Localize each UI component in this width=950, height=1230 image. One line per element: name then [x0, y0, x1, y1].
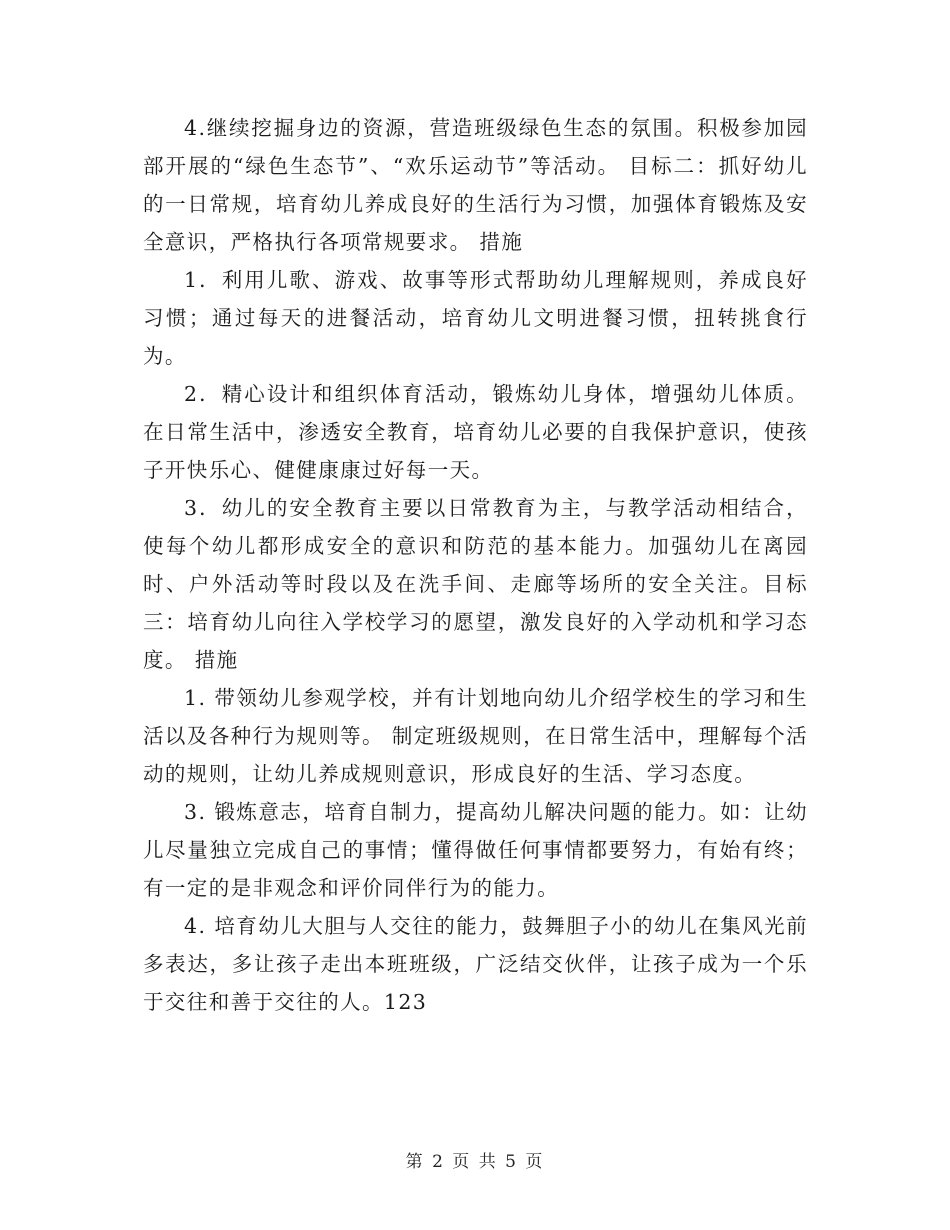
paragraph-goal1-item4: 4.继续挖掘身边的资源，营造班级绿色生态的氛围。积极参加园部开展的“绿色生态节”、“欢乐运动节”等活动。 目标二：抓好幼儿的一日常规，培育幼儿养成良好的生活行为习惯，加强体育锻炼及安全意识，严格执行各项常规要求。 措施 — [143, 116, 808, 254]
paragraph-goal3-item1: 1. 带领幼儿参观学校，并有计划地向幼儿介绍学校生的学习和生活以及各种行为规则等。 制定班级规则，在日常生活中，理解每个活动的规则，让幼儿养成规则意识，形成良好的生活、学习态度。 — [143, 686, 808, 786]
document-body — [143, 109, 808, 1021]
paragraph-goal3-item4: 4. 培育幼儿大胆与人交往的能力，鼓舞胆子小的幼儿在集风光前多表达，多让孩子走出本班班级，广泛结交伙伴，让孩子成为一个乐于交往和善于交往的人。123 — [143, 914, 808, 1014]
paragraph-goal2-item1: 1．利用儿歌、游戏、故事等形式帮助幼儿理解规则，养成良好习惯；通过每天的进餐活动，培育幼儿文明进餐习惯，扭转挑食行为。 — [143, 268, 808, 368]
paragraph-goal3-item3: 3. 锻炼意志，培育自制力，提高幼儿解决问题的能力。如：让幼儿尽量独立完成自己的事情；懂得做任何事情都要努力，有始有终；有一定的是非观念和评价同伴行为的能力。 — [143, 800, 808, 900]
paragraph-goal2-item3: 3．幼儿的安全教育主要以日常教育为主，与教学活动相结合，使每个幼儿都形成安全的意识和防范的基本能力。加强幼儿在离园时、户外活动等时段以及在洗手间、走廊等场所的安全关注。目标三：培育幼儿向往入学校学习的愿望，激发良好的入学动机和学习态度。 措施 — [143, 496, 808, 672]
page-number-footer: 第 2 页 共 5 页 — [405, 1152, 545, 1172]
paragraph-goal2-item2: 2．精心设计和组织体育活动，锻炼幼儿身体，增强幼儿体质。在日常生活中，渗透安全教育，培育幼儿必要的自我保护意识，使孩子开快乐心、健健康康过好每一天。 — [143, 382, 808, 482]
